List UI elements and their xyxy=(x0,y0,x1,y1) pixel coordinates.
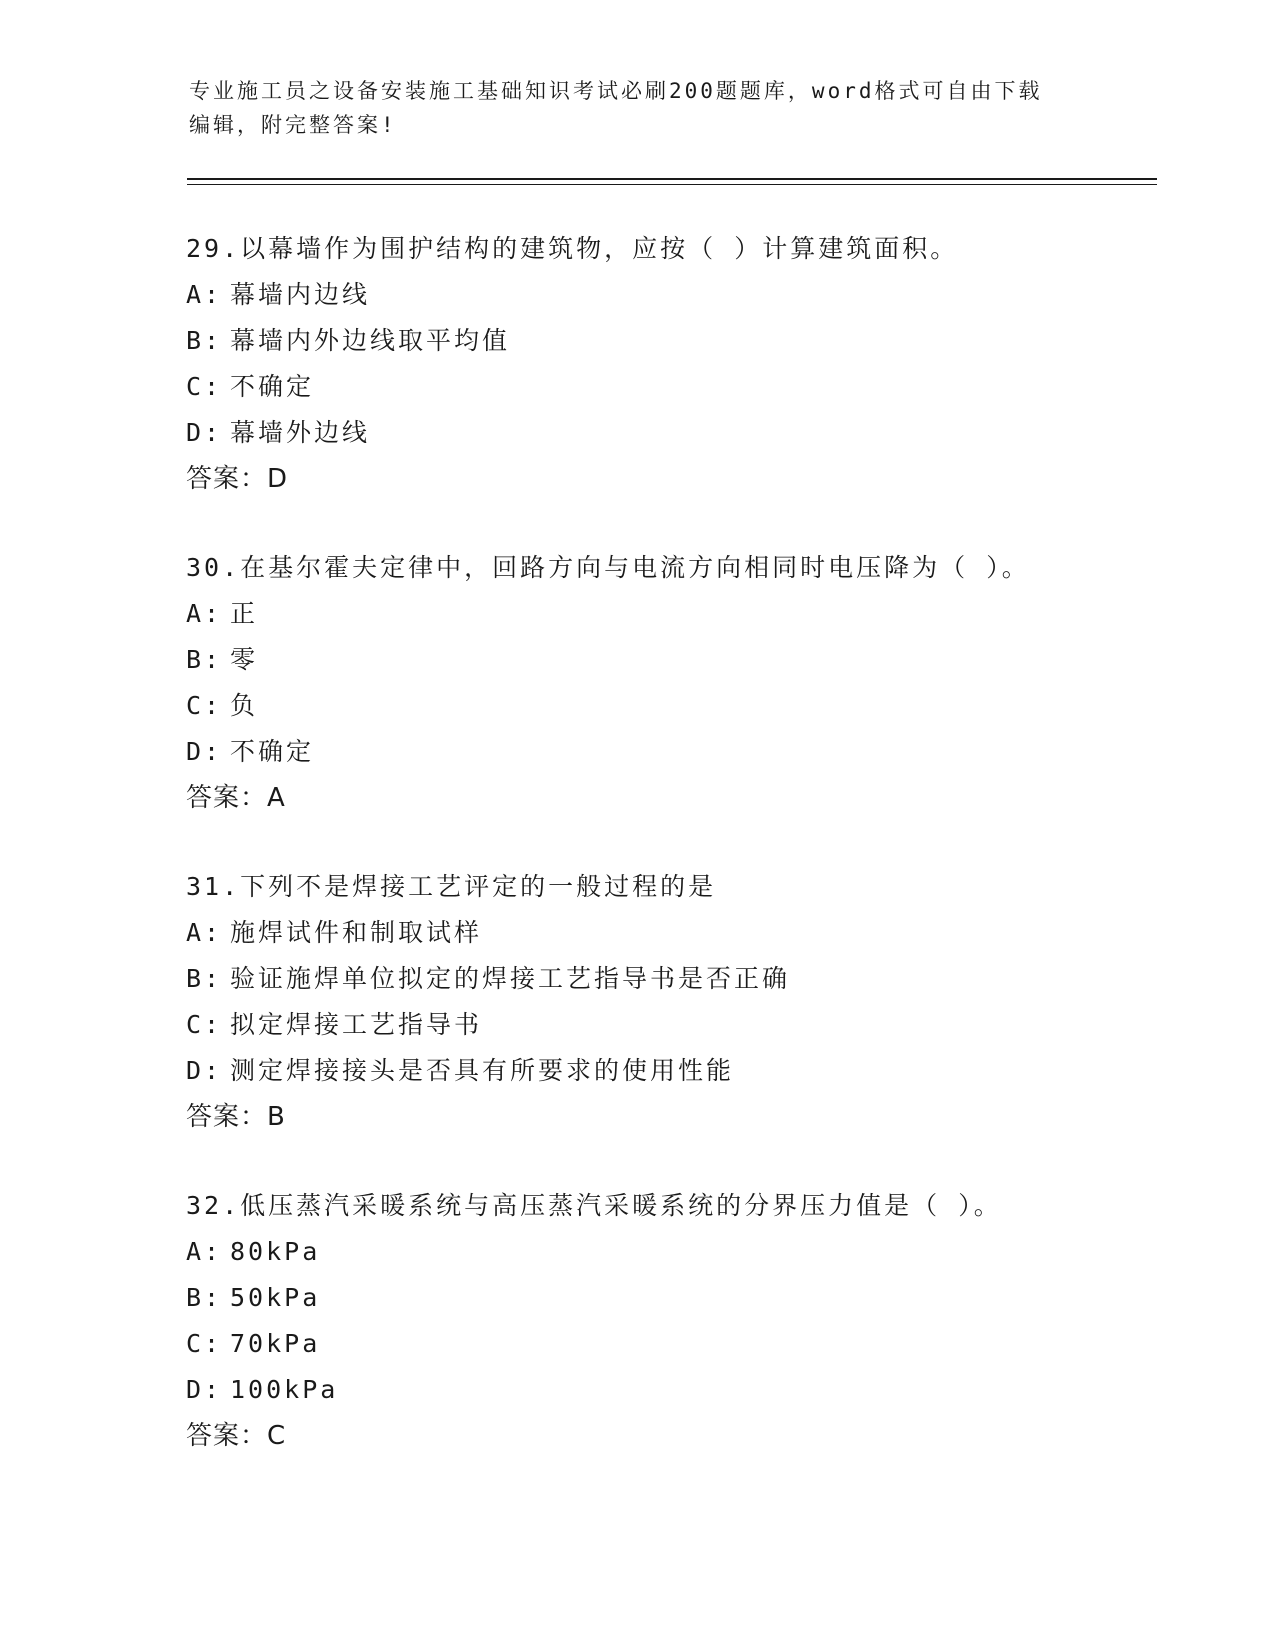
option-key: C: xyxy=(186,691,223,720)
option-key: A: xyxy=(186,280,223,309)
option-text: 测定焊接接头是否具有所要求的使用性能 xyxy=(230,1056,735,1085)
option-text: 负 xyxy=(230,691,259,720)
option-key: A: xyxy=(186,599,223,628)
answer-line: 答案：C xyxy=(186,1421,287,1451)
question-stem: 29.以幕墙作为围护结构的建筑物，应按（ ）计算建筑面积。 xyxy=(186,234,959,263)
option-d xyxy=(186,1048,1186,1094)
option-text: 正 xyxy=(230,599,259,628)
option-key: D: xyxy=(186,1056,223,1085)
option-a xyxy=(186,591,1186,637)
option-text: 拟定焊接工艺指导书 xyxy=(230,1010,483,1039)
option-key: D: xyxy=(186,737,223,766)
option-text: 不确定 xyxy=(230,737,315,766)
option-text: 幕墙外边线 xyxy=(230,418,371,447)
option-b xyxy=(186,1275,1186,1321)
question-31 xyxy=(186,864,1186,1140)
option-text: 幕墙内边线 xyxy=(230,280,371,309)
option-a xyxy=(186,910,1186,956)
option-key: C: xyxy=(186,1010,223,1039)
option-c xyxy=(186,1321,1186,1367)
question-stem: 32.低压蒸汽采暖系统与高压蒸汽采暖系统的分界压力值是（ ）。 xyxy=(186,1191,1002,1220)
option-text: 80kPa xyxy=(230,1237,321,1266)
option-key: B: xyxy=(186,964,223,993)
option-key: C: xyxy=(186,1329,223,1358)
answer-line: 答案：B xyxy=(186,1102,286,1132)
option-key: A: xyxy=(186,918,223,947)
option-b xyxy=(186,318,1186,364)
option-c xyxy=(186,1002,1186,1048)
option-a xyxy=(186,1229,1186,1275)
question-32 xyxy=(186,1183,1186,1459)
question-30 xyxy=(186,545,1186,821)
option-d xyxy=(186,729,1186,775)
question-29 xyxy=(186,226,1186,502)
option-key: B: xyxy=(186,645,223,674)
option-text: 50kPa xyxy=(230,1283,321,1312)
option-text: 70kPa xyxy=(230,1329,321,1358)
answer-line: 答案：D xyxy=(186,464,289,494)
option-key: A: xyxy=(186,1237,223,1266)
option-text: 幕墙内外边线取平均值 xyxy=(230,326,511,355)
header-line-1: 专业施工员之设备安装施工基础知识考试必刷200题题库，word格式可自由下载 xyxy=(189,79,1043,103)
option-a xyxy=(186,272,1186,318)
option-key: C: xyxy=(186,372,223,401)
header-divider-thin xyxy=(187,184,1157,185)
option-key: D: xyxy=(186,1375,223,1404)
option-text: 零 xyxy=(230,645,259,674)
option-key: B: xyxy=(186,326,223,355)
header-divider-thick xyxy=(187,178,1157,180)
answer-line: 答案：A xyxy=(186,783,286,813)
option-b xyxy=(186,637,1186,683)
question-stem: 30.在基尔霍夫定律中，回路方向与电流方向相同时电压降为（ ）。 xyxy=(186,553,1030,582)
option-d xyxy=(186,1367,1186,1413)
option-text: 施焊试件和制取试样 xyxy=(230,918,483,947)
header-line-2: 编辑，附完整答案! xyxy=(189,113,397,137)
option-d xyxy=(186,410,1186,456)
option-key: D: xyxy=(186,418,223,447)
option-key: B: xyxy=(186,1283,223,1312)
document-header xyxy=(189,74,1089,142)
option-text: 不确定 xyxy=(230,372,315,401)
question-stem: 31.下列不是焊接工艺评定的一般过程的是 xyxy=(186,872,717,901)
option-text: 100kPa xyxy=(230,1375,339,1404)
option-c xyxy=(186,364,1186,410)
option-text: 验证施焊单位拟定的焊接工艺指导书是否正确 xyxy=(230,964,791,993)
option-c xyxy=(186,683,1186,729)
option-b xyxy=(186,956,1186,1002)
